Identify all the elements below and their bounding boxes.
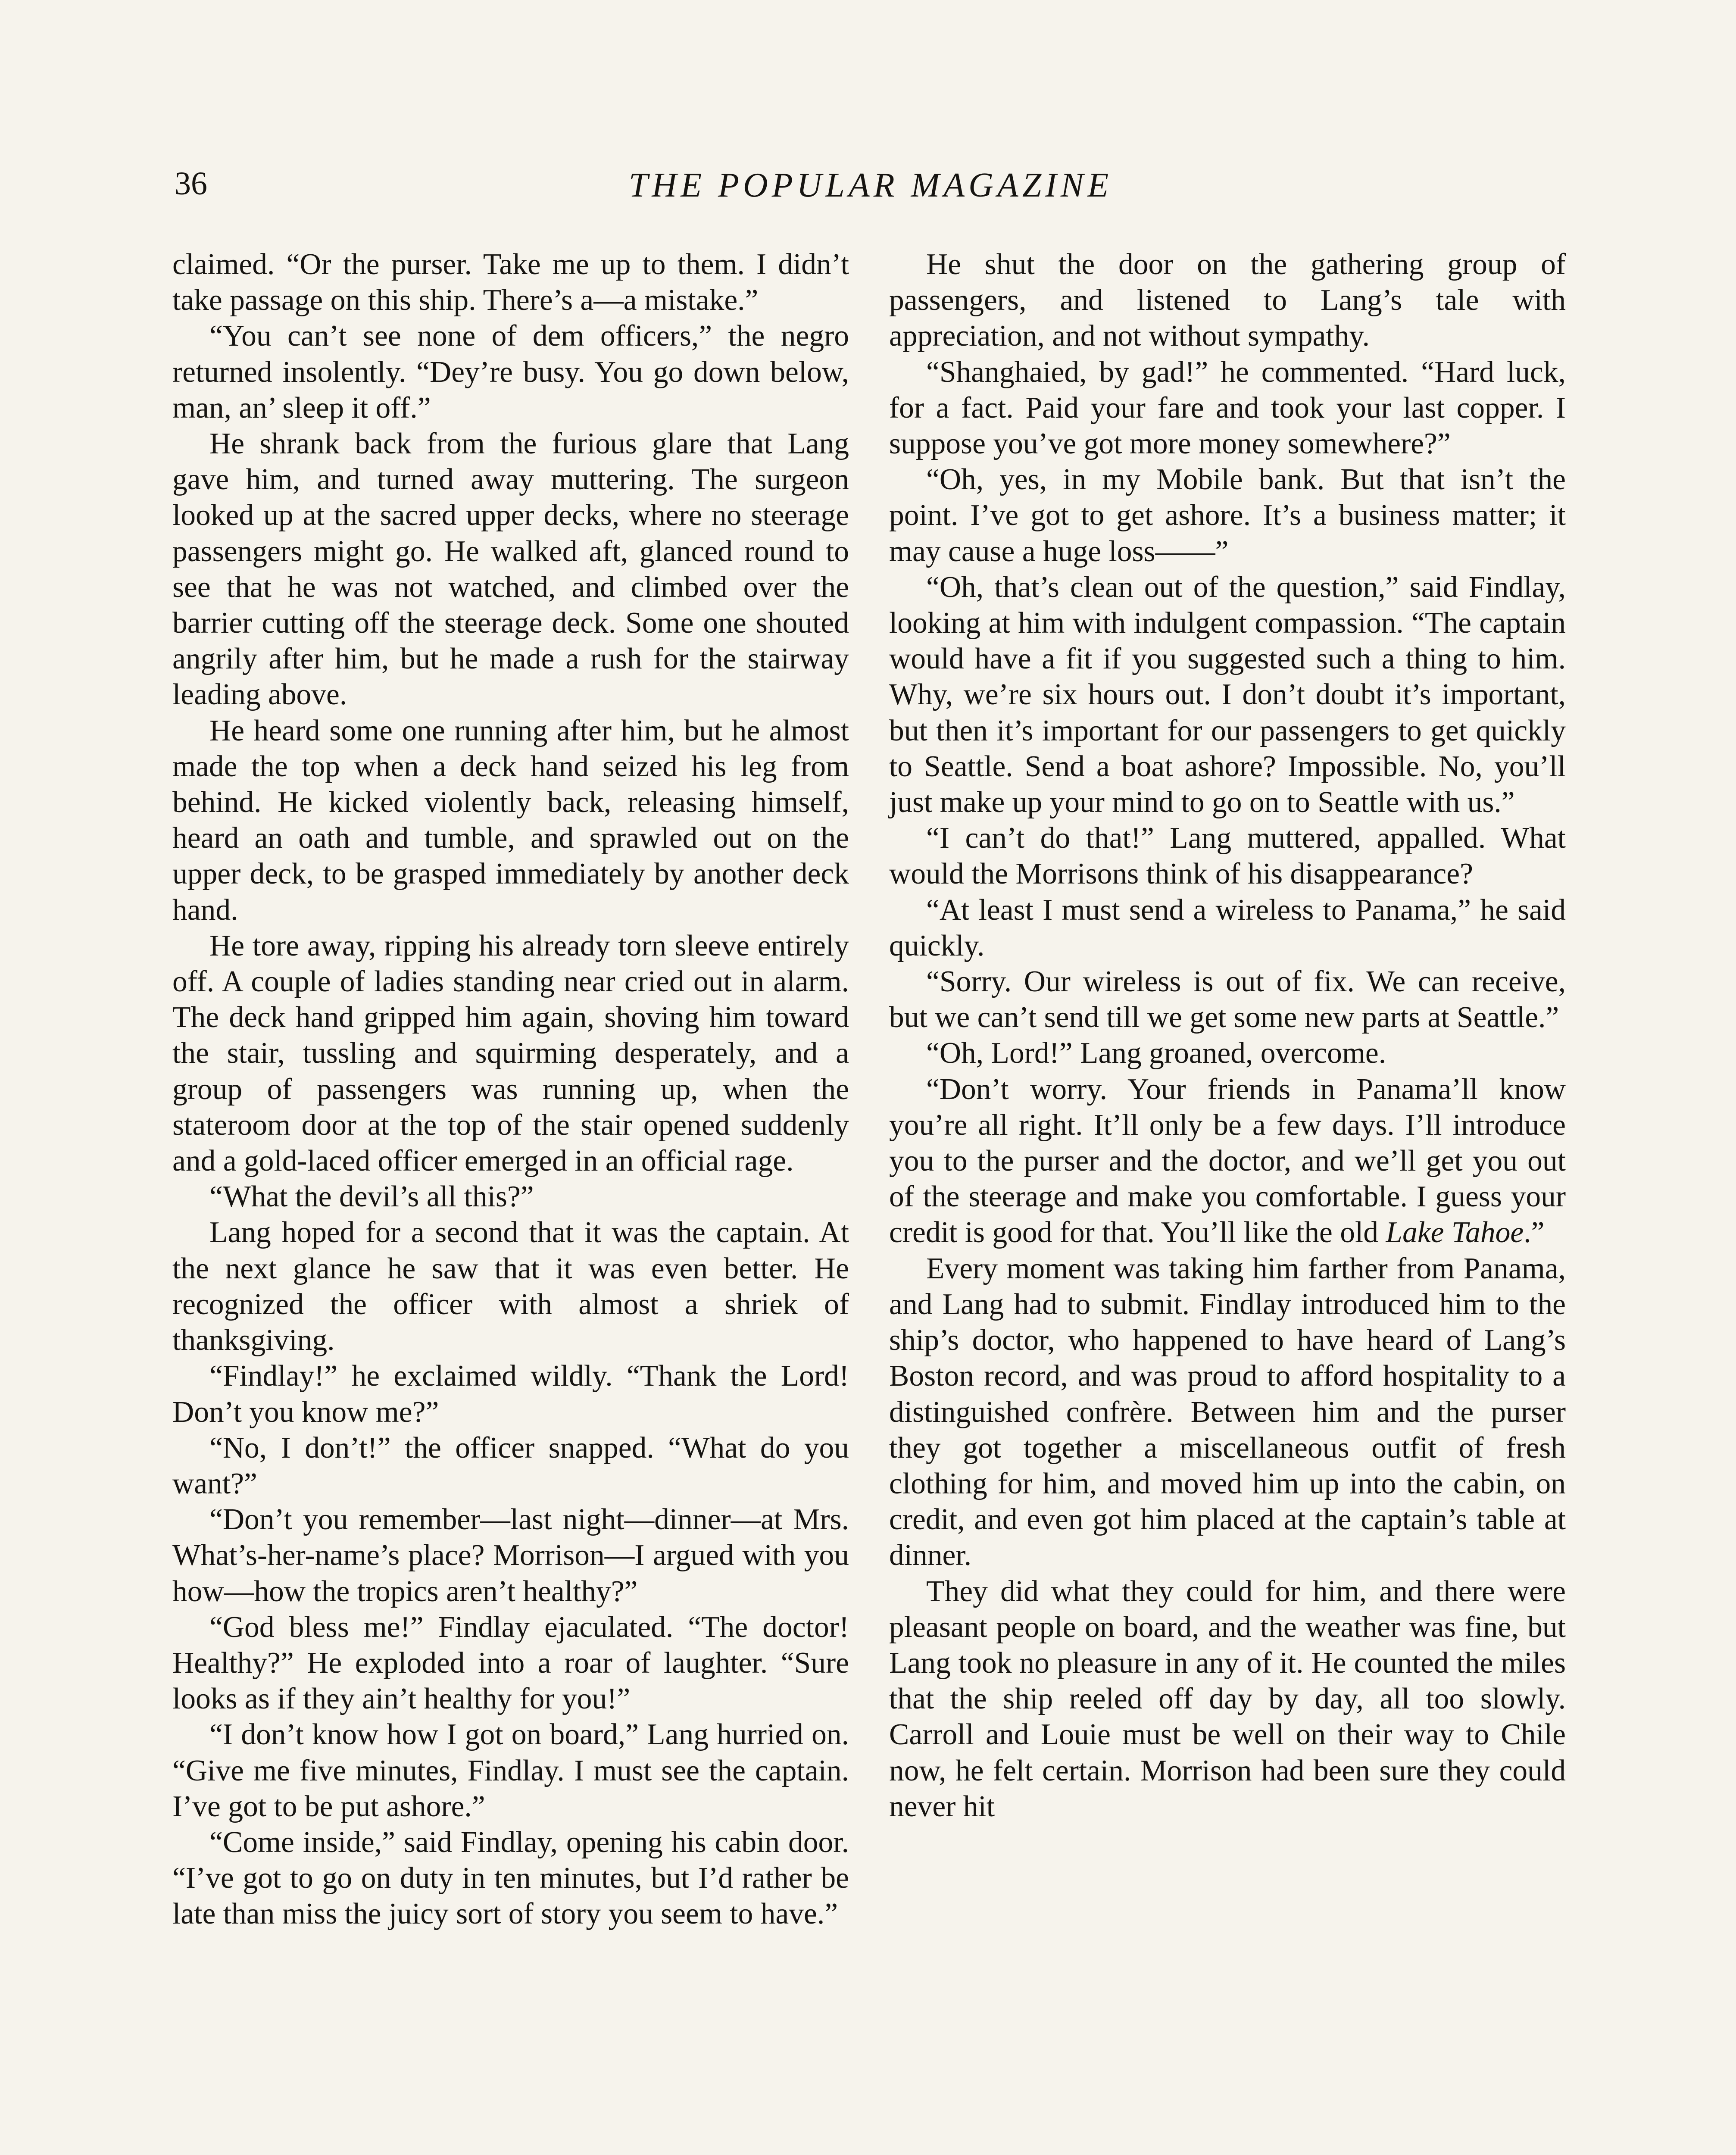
paragraph: “Oh, yes, in my Mobile bank. But that isn’t the point. I’ve got to get ashore. It’s a business matter; it may cause a huge loss——” — [889, 463, 1566, 568]
paragraph: He heard some one running after him, but he almost made the top when a deck hand seized his leg from behind. He kicked violently back, releasing himself, heard an oath and tumble, and sprawled out on the upper deck, to be grasped immediately by another deck hand. — [172, 714, 849, 927]
paragraph — [889, 1071, 1566, 1251]
paragraph: claimed. “Or the purser. Take me up to them. I didn’t take passage on this ship. There’s a—a mistake.” — [172, 248, 849, 317]
paragraph-text-end: .” — [1524, 1216, 1545, 1249]
paragraph: “I don’t know how I got on board,” Lang hurried on. “Give me five minutes, Findlay. I must see the captain. I’ve got to be put ashore.” — [172, 1718, 849, 1823]
paragraph: “Oh, Lord!” Lang groaned, overcome. — [926, 1037, 1386, 1070]
running-title: THE POPULAR MAGAZINE — [628, 166, 1113, 204]
paragraph: “Oh, that’s clean out of the question,” said Findlay, looking at him with indulgent compassion. “The captain would have a fit if you suggested such a thing to him. Why, we’re six hours out. I don’t doubt it’s important, but then it’s important for our passengers to get quickly to Seattle. Send a boat ashore? Impossible. No, you’ll just make up your mind to go on to Seattle with us.” — [889, 570, 1566, 819]
paragraph: “You can’t see none of dem officers,” the negro returned insolently. “Dey’re busy. You go down below, man, an’ sleep it off.” — [172, 319, 849, 425]
page-number: 36 — [175, 166, 207, 202]
paragraph: He shut the door on the gathering group of passengers, and listened to Lang’s tale with appreciation, and not without sympathy. — [889, 248, 1566, 353]
right-column — [889, 247, 1566, 1824]
paragraph: He shrank back from the furious glare that Lang gave him, and turned away muttering. The surgeon looked up at the sacred upper decks, where no steerage passengers might go. He walked aft, glanced round to see that he was not watched, and climbed over the barrier cutting off the steerage deck. Some one shouted angrily after him, but he made a rush for the stairway leading above. — [172, 427, 849, 712]
paragraph: Lang hoped for a second that it was the captain. At the next glance he saw that it was even better. He recognized the officer with almost a shriek of thanksgiving. — [172, 1216, 849, 1357]
ship-name: Lake Tahoe — [1386, 1216, 1524, 1249]
paragraph: “I can’t do that!” Lang muttered, appalled. What would the Morrisons think of his disappearance? — [889, 821, 1566, 891]
paragraph-text: “Don’t worry. Your friends in Panama’ll know you’re all right. It’ll only be a few days. I’ll introduce you to the purser and the doctor, and we’ll get you out of the steerage and make you comfortable. I guess your credit is good for that. You’ll like the old — [889, 1072, 1566, 1249]
paragraph: “Come inside,” said Findlay, opening his cabin door. “I’ve got to go on duty in ten minutes, but I’d rather be late than miss the juicy sort of story you seem to have.” — [172, 1825, 849, 1931]
paragraph: They did what they could for him, and there were pleasant people on board, and the weather was fine, but Lang took no pleasure in any of it. He counted the miles that the ship reeled off day by day, all too slowly. Carroll and Louie must be well on their way to Chile now, he felt certain. Morrison had been sure they could never hit — [889, 1574, 1566, 1823]
paragraph: “What the devil’s all this?” — [209, 1180, 534, 1214]
paragraph: Every moment was taking him farther from Panama, and Lang had to submit. Findlay introduced him to the ship’s doctor, who happened to have heard of Lang’s Boston record, and was proud to afford hospitality to a distinguished confrère. Between him and the purser they got together a miscellaneous outfit of fresh clothing for him, and moved him up into the cabin, on credit, and even got him placed at the captain’s table at dinner. — [889, 1252, 1566, 1572]
paragraph: “Sorry. Our wireless is out of fix. We can receive, but we can’t send till we get some new parts at Seattle.” — [889, 965, 1566, 1034]
paragraph: “At least I must send a wireless to Panama,” he said quickly. — [889, 893, 1566, 962]
left-column — [172, 247, 849, 1932]
paragraph: “Findlay!” he exclaimed wildly. “Thank the Lord! Don’t you know me?” — [172, 1359, 849, 1429]
paragraph: He tore away, ripping his already torn sleeve entirely off. A couple of ladies standing near cried out in alarm. The deck hand gripped him again, shoving him toward the stair, tussling and squirming desperately, and a group of passengers was running up, when the stateroom door at the top of the stair opened suddenly and a gold-laced officer emerged in an official rage. — [172, 929, 849, 1178]
paragraph: “God bless me!” Findlay ejaculated. “The doctor! Healthy?” He exploded into a roar of laughter. “Sure looks as if they ain’t healthy for you!” — [172, 1610, 849, 1716]
paragraph: “Shanghaied, by gad!” he commented. “Hard luck, for a fact. Paid your fare and took your last copper. I suppose you’ve got more money somewhere?” — [889, 355, 1566, 461]
paragraph: “Don’t you remember—last night—dinner—at Mrs. What’s-her-name’s place? Morrison—I argued with you how—how the tropics aren’t healthy?” — [172, 1503, 849, 1608]
paragraph: “No, I don’t!” the officer snapped. “What do you want?” — [172, 1431, 849, 1500]
